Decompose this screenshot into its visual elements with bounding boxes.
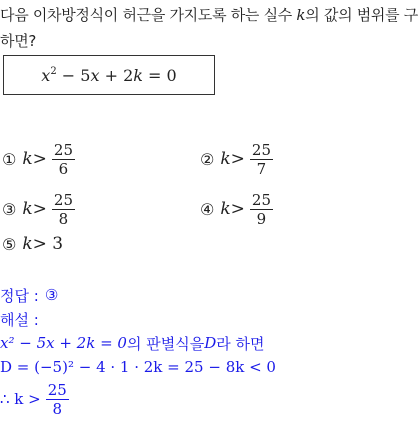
correct-answer-label: 정답 :: [0, 286, 39, 305]
option-1-denominator: 6: [58, 159, 69, 178]
equation-exponent: 2: [50, 65, 57, 77]
option-4-fraction: [250, 191, 273, 228]
option-2-marker: ②: [200, 149, 215, 169]
explanation-line-1-pre: 의 판별식을: [126, 334, 205, 353]
equation-box: [3, 55, 215, 95]
explanation-line-1: [0, 331, 276, 355]
equation-part4: = 0: [142, 65, 177, 85]
option-2-numerator: 25: [251, 140, 271, 159]
option-3-numerator: 25: [53, 190, 73, 209]
option-1-marker: ①: [2, 149, 17, 169]
explanation-line-2: [0, 355, 276, 379]
option-4-numerator: 25: [251, 190, 271, 209]
option-1-operator: >: [32, 149, 47, 169]
option-4-operator: >: [230, 199, 245, 219]
explanation-label-line: [0, 307, 276, 331]
option-3-marker: ③: [2, 199, 17, 219]
question-variable-k: k: [296, 6, 306, 24]
explanation-conclusion: ∴ k >: [0, 390, 41, 408]
explanation-discriminant: D = (−5)² − 4 · 1 · 2k = 25 − 8k < 0: [0, 358, 276, 376]
option-1-variable: k: [22, 149, 33, 169]
option-5-marker: ⑤: [2, 234, 17, 254]
correct-answer-line: [0, 283, 276, 307]
option-1[interactable]: [2, 137, 75, 181]
answer-section: [0, 283, 276, 419]
option-3-operator: >: [32, 199, 47, 219]
option-2-operator: >: [230, 149, 245, 169]
option-4-variable: k: [220, 199, 231, 219]
equation-k: k: [133, 65, 143, 85]
explanation-numerator: 25: [47, 380, 67, 399]
option-1-fraction: [52, 141, 75, 178]
option-2-variable: k: [220, 149, 231, 169]
question-line-1: [0, 2, 418, 28]
question-line-2: 하면?: [0, 32, 37, 50]
option-2-fraction: [250, 141, 273, 178]
equation-x: x: [41, 65, 51, 85]
option-4[interactable]: [200, 187, 273, 231]
explanation-line-3: [0, 379, 276, 419]
equation-x2: x: [90, 65, 100, 85]
explanation-line-1-post: 라 하면: [216, 334, 265, 353]
question-text: [0, 2, 418, 54]
explanation-discriminant-symbol: D: [204, 334, 217, 352]
question-line-1-post: 의 값의 범위를 구: [305, 6, 418, 24]
equation-part2: − 5: [56, 65, 91, 85]
explanation-fraction: [46, 381, 69, 418]
option-4-marker: ④: [200, 199, 215, 219]
option-2[interactable]: [200, 137, 273, 181]
equation: [41, 66, 176, 85]
option-2-denominator: 7: [256, 159, 267, 178]
option-5[interactable]: [2, 222, 63, 266]
option-1-numerator: 25: [53, 140, 73, 159]
option-5-variable: k: [22, 234, 33, 254]
equation-part3: + 2: [99, 65, 134, 85]
explanation-label: 해설 :: [0, 310, 39, 329]
explanation-denominator: 8: [52, 399, 63, 418]
question-line-1-pre: 다음 이차방정식이 허근을 가지도록 하는 실수: [0, 6, 297, 24]
option-5-operator: > 3: [32, 234, 64, 254]
explanation-equation: x² − 5x + 2k = 0: [0, 334, 127, 352]
option-3-variable: k: [22, 199, 33, 219]
option-3-denominator: 8: [58, 209, 69, 228]
correct-answer-marker: ③: [44, 286, 59, 304]
option-4-denominator: 9: [256, 209, 267, 228]
